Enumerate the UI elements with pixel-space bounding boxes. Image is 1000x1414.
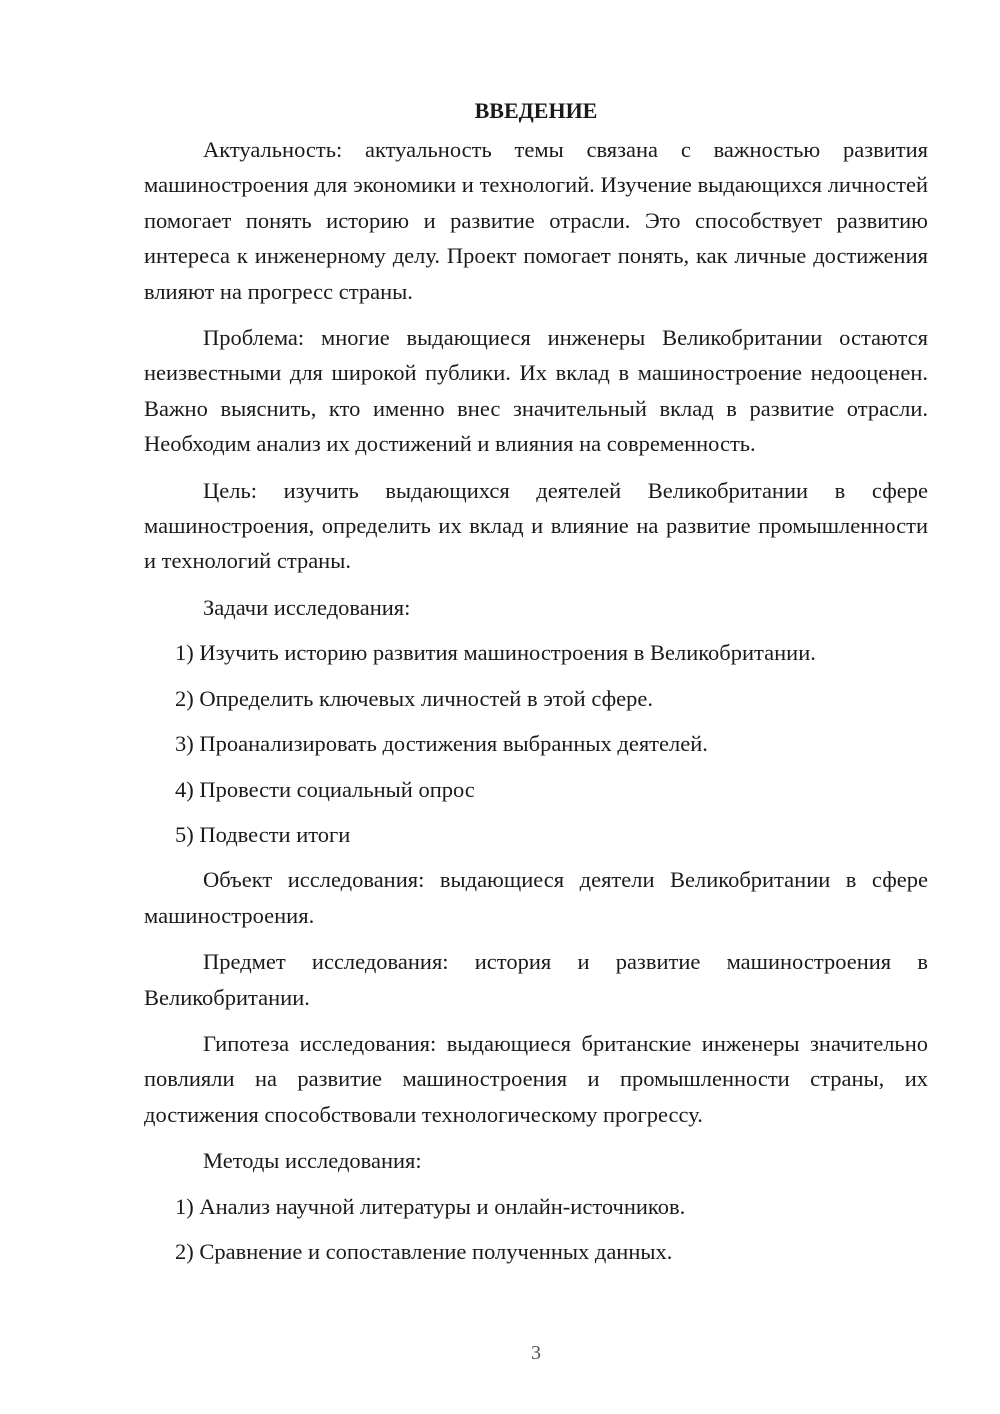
problem-paragraph: Проблема: многие выдающиеся инженеры Великобритании остаются неизвестными для широкой публики. Их вклад в машиностроение недооценен. Важно выяснить, кто именно внес значительный вклад в развитие отрасли. Необходим анализ их достижений и влияния на современность.: [144, 325, 928, 457]
object-paragraph: Объект исследования: выдающиеся деятели Великобритании в сфере машиностроения.: [144, 867, 928, 928]
list-item: 1) Изучить историю развития машиностроения в Великобритании.: [175, 640, 816, 666]
subject-paragraph: Предмет исследования: история и развитие машиностроения в Великобритании.: [144, 949, 928, 1010]
methods-heading: Методы исследования:: [203, 1148, 422, 1174]
page-content: [144, 93, 928, 1269]
list-item: 2) Определить ключевых личностей в этой сфере.: [175, 685, 654, 711]
list-item: 5) Подвести итоги: [175, 821, 351, 847]
relevance-paragraph: Актуальность: актуальность темы связана с важностью развития машиностроения для экономики и технологий. Изучение выдающихся личностей помогает понять историю и развитие отрасли. Это способствует развитию интереса к инженерному делу. Проект помогает понять, как личные достижения влияют на прогресс страны.: [144, 137, 928, 304]
tasks-list: [144, 635, 928, 852]
list-item: 2) Сравнение и сопоставление полученных данных.: [175, 1238, 673, 1264]
page-number: 3: [531, 1342, 541, 1364]
hypothesis-paragraph: Гипотеза исследования: выдающиеся британские инженеры значительно повлияли на развитие машиностроения и промышленности страны, их достижения способствовали технологическому прогрессу.: [144, 1030, 928, 1127]
goal-paragraph: Цель: изучить выдающихся деятелей Великобритании в сфере машиностроения, определить их вклад и влияние на развитие промышленности и технологий страны.: [144, 477, 928, 574]
page-title: ВВЕДЕНИЕ: [474, 98, 598, 123]
list-item: 4) Провести социальный опрос: [175, 776, 475, 802]
list-item: 3) Проанализировать достижения выбранных деятелей.: [175, 731, 708, 757]
list-item: 1) Анализ научной литературы и онлайн-источников.: [175, 1193, 686, 1219]
tasks-heading: Задачи исследования:: [203, 594, 411, 620]
methods-list: [144, 1189, 928, 1270]
